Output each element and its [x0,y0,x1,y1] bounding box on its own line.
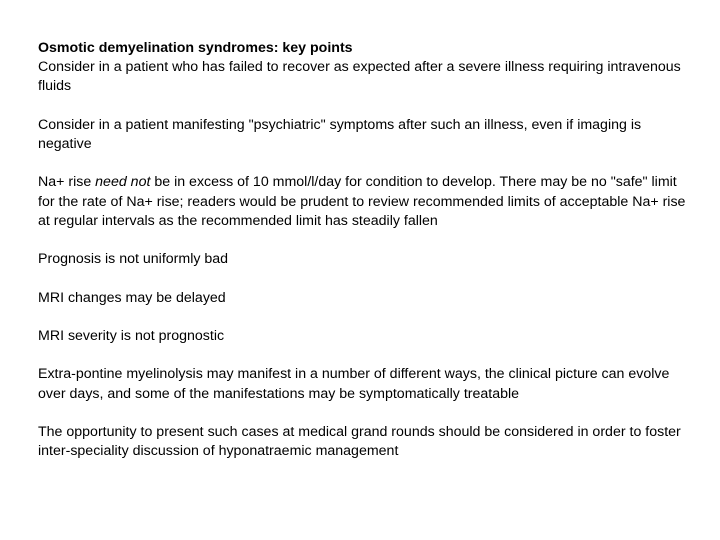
key-point-recovery: Consider in a patient who has failed to recover as expected after a severe illness requiring intravenous fluids [38,59,681,95]
sodium-text-emphasis: need not [95,174,151,191]
sodium-text-before: Na+ rise [38,174,96,191]
key-point-psychiatric: Consider in a patient manifesting "psychiatric" symptoms after such an illness, even if imaging is negative [38,116,642,152]
key-point-mri-delay: MRI changes may be delayed [38,289,226,306]
document [38,39,688,481]
key-point-mri-severity: MRI severity is not prognostic [38,327,225,344]
key-point-extrapontine: Extra-pontine myelinolysis may manifest in a number of different ways, the clinical picture can evolve over days, and some of the manifestations may be symptomatically treatable [38,366,670,402]
document-title: Osmotic demyelination syndromes: key points [38,40,353,56]
sodium-text-after: be in excess of 10 mmol/l/day for condition to develop. There may be no "safe" limit for the rate of Na+ rise; readers would be prudent to review recommended limits of acceptable Na+ rise at regular intervals as the recommended limit has steadily fallen [38,174,686,229]
key-point-prognosis: Prognosis is not uniformly bad [38,251,229,268]
key-point-sodium-rise [38,173,688,231]
key-point-grand-rounds: The opportunity to present such cases at medical grand rounds should be considered in order to foster inter-speciality discussion of hyponatraemic management [38,423,681,460]
